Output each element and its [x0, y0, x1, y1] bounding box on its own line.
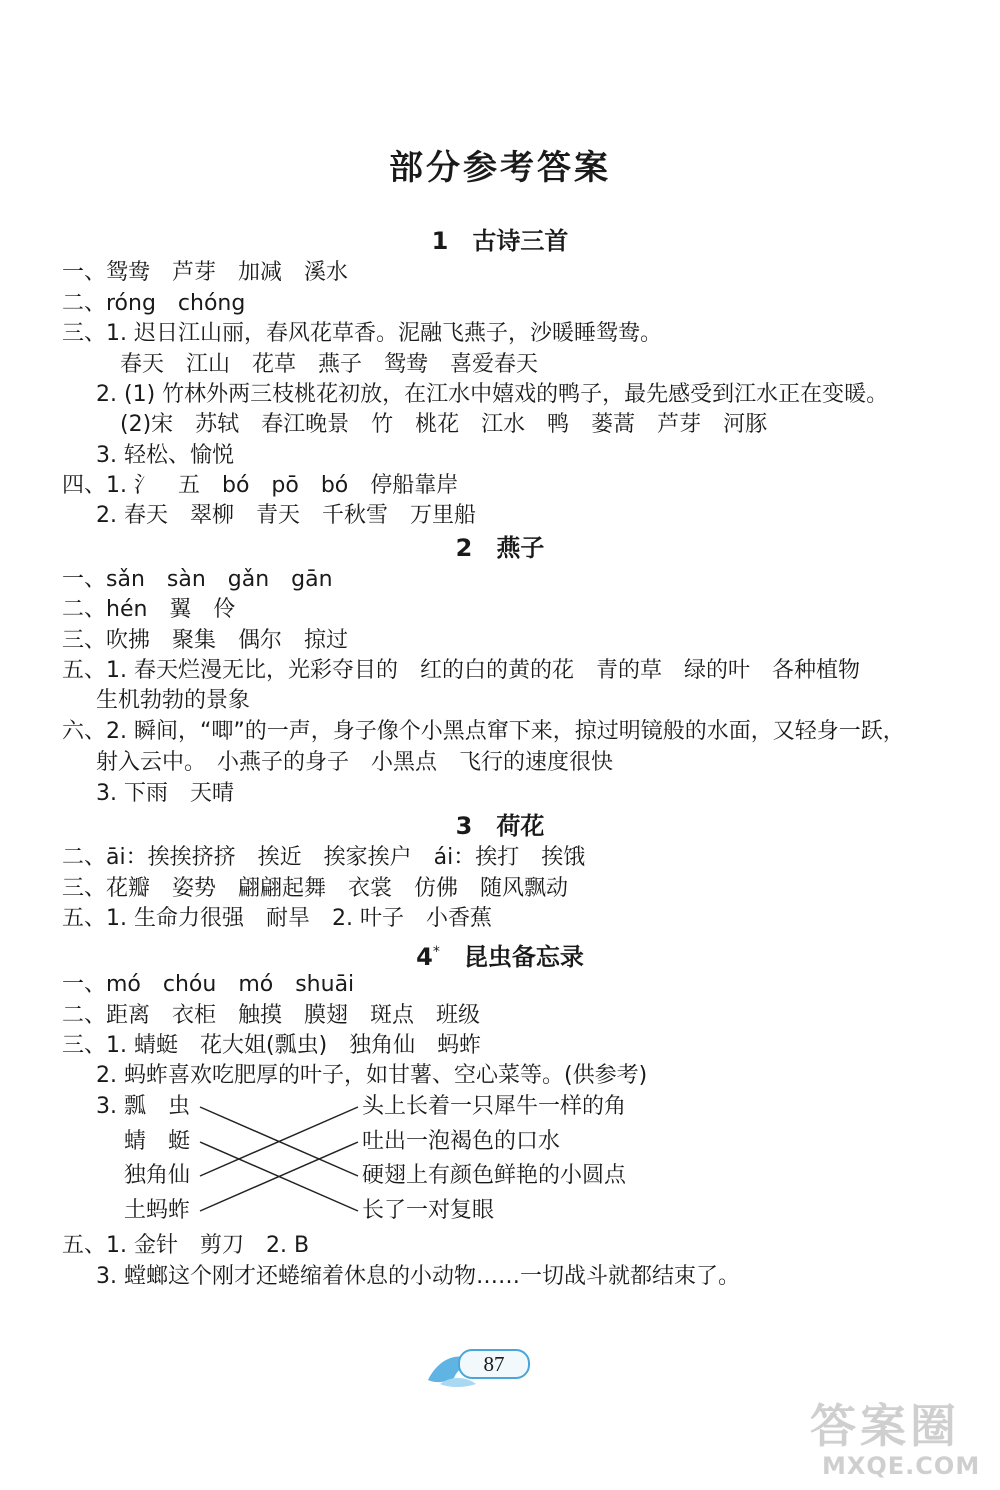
section-2-title: 2 燕子	[455, 534, 545, 562]
s2-line-8: 3. 下雨 天晴	[96, 781, 234, 806]
s3-line-3: 五、1. 生命力很强 耐旱 2. 叶子 小香蕉	[62, 906, 492, 931]
match-left-2: 蜻 蜓	[124, 1129, 191, 1154]
s2-line-2: 二、hén 翼 伶	[62, 597, 236, 622]
s1-line-1: 一、鸳鸯 芦芽 加减 溪水	[62, 260, 349, 285]
s2-line-4: 五、1. 春天烂漫无比，光彩夺目的 红的白的黄的花 青的草 绿的叶 各种植物	[62, 658, 860, 683]
s1-line-5: 2. (1) 竹林外两三枝桃花初放，在江水中嬉戏的鸭子，最先感受到江水正在变暖。	[96, 382, 889, 407]
s1-line-3: 三、1. 迟日江山丽，春风花草香。泥融飞燕子，沙暖睡鸳鸯。	[62, 321, 662, 346]
s2-line-3: 三、吹拂 聚集 偶尔 掠过	[62, 628, 349, 653]
s1-line-4: 春天 江山 花草 燕子 鸳鸯 喜爱春天	[120, 352, 539, 377]
s4-line-4: 2. 蚂蚱喜欢吃肥厚的叶子，如甘薯、空心菜等。(供参考)	[96, 1063, 648, 1088]
s1-line-9: 2. 春天 翠柳 青天 千秋雪 万里船	[96, 503, 476, 528]
match-left-3: 独角仙	[124, 1163, 191, 1188]
s4-line-1: 一、mó chóu mó shuāi	[62, 972, 355, 997]
section-1-title: 1 古诗三首	[431, 227, 569, 255]
s1-line-7: 3. 轻松、愉悦	[96, 443, 234, 468]
s2-line-1: 一、sǎn sàn gǎn gān	[62, 567, 333, 592]
s3-line-2: 三、花瓣 姿势 翩翩起舞 衣裳 仿佛 随风飘动	[62, 876, 569, 901]
section-4-name: 昆虫备忘录	[463, 943, 584, 971]
s3-line-1: 二、āi：挨挨挤挤 挨近 挨家挨户 ái：挨打 挨饿	[62, 845, 586, 870]
s4-line-3: 三、1. 蜻蜓 花大姐(瓢虫) 独角仙 蚂蚱	[62, 1033, 482, 1058]
s2-line-5: 生机勃勃的景象	[96, 688, 251, 713]
s1-line-6: (2)宋 苏轼 春江晚景 竹 桃花 江水 鸭 蒌蒿 芦芽 河豚	[120, 412, 768, 437]
s1-line-8: 四、1. 氵 五 bó pō bó 停船靠岸	[62, 473, 459, 498]
match-right-3: 硬翅上有颜色鲜艳的小圆点	[362, 1163, 627, 1188]
section-4-number: 4	[416, 943, 433, 971]
s4-line-6: 3. 螳螂这个刚才还蜷缩着休息的小动物……一切战斗就都结束了。	[96, 1264, 740, 1289]
watermark-url: MXQE.COM	[822, 1452, 981, 1480]
match-left-1: 瓢 虫	[124, 1094, 191, 1119]
s2-line-7: 射入云中。 小燕子的身子 小黑点 飞行的速度很快	[96, 750, 614, 775]
section-3-title: 3 荷花	[455, 812, 545, 840]
section-4-star: *	[432, 944, 440, 960]
s1-line-2: 二、róng chóng	[62, 291, 246, 316]
s4-line-2: 二、距离 衣柜 触摸 膜翅 斑点 班级	[62, 1003, 481, 1028]
match-right-1: 头上长着一只犀牛一样的角	[362, 1094, 627, 1119]
match-left-4: 土蚂蚱	[124, 1198, 191, 1223]
watermark	[792, 1386, 997, 1486]
s4-line-5: 五、1. 金针 剪刀 2. B	[62, 1233, 310, 1258]
page-title: 部分参考答案	[389, 148, 611, 188]
match-right-4: 长了一对复眼	[362, 1198, 495, 1223]
match-right-2: 吐出一泡褐色的口水	[362, 1129, 561, 1154]
s2-line-6: 六、2. 瞬间，“唧”的一声，身子像个小黑点窜下来，掠过明镜般的水面，又轻身一跃，	[62, 719, 905, 744]
watermark-logo-text: 答案圈	[810, 1399, 960, 1453]
match-label: 3.	[96, 1094, 117, 1119]
page-number: 87	[458, 1349, 530, 1379]
